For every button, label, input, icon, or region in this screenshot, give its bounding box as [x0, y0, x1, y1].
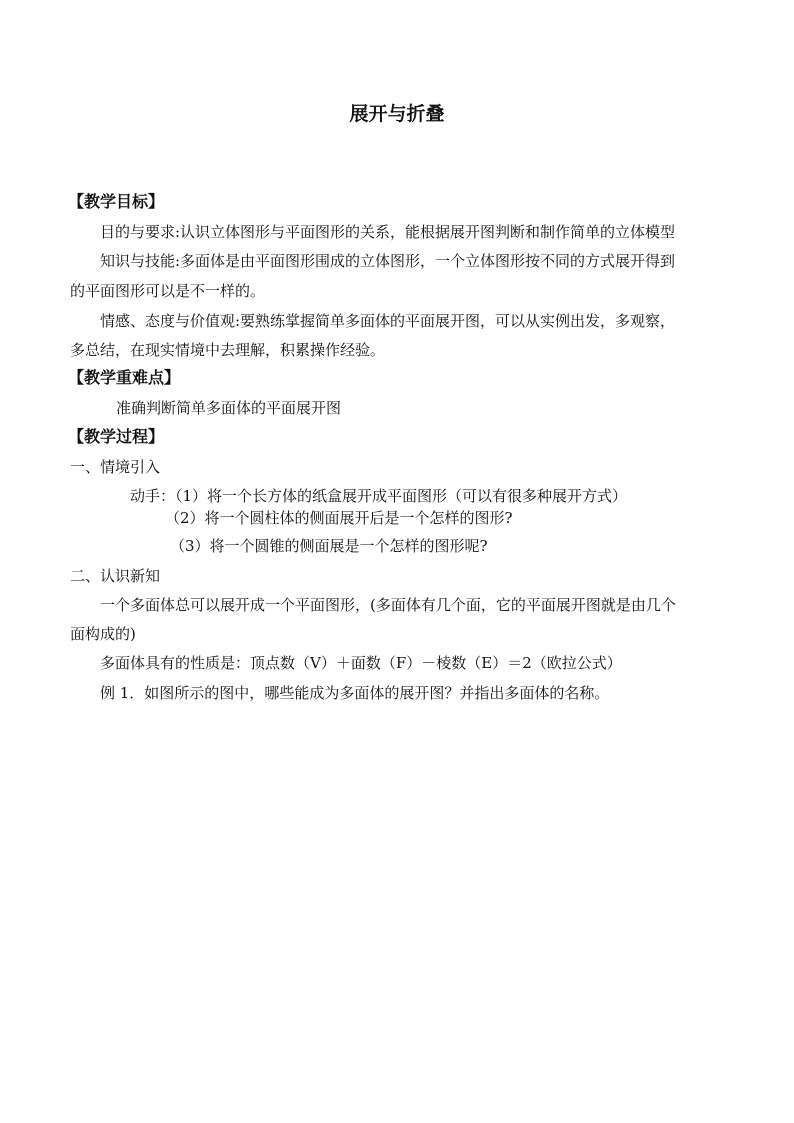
goal-emotion-text-1: 情感、态度与价值观:要熟练掌握简单多面体的平面展开图，可以从实例出发，多观察， — [100, 312, 676, 330]
goal-emotion-text-2: 多总结，在现实情境中去理解，积累操作经验。 — [70, 341, 386, 359]
part2-para1-line1: 一个多面体总可以展开成一个平面图形，(多面体有几个面，它的平面展开图就是由几个 — [100, 596, 676, 614]
part2-para1-line2: 面构成的) — [70, 625, 136, 643]
key-point-text: 准确判断简单多面体的平面展开图 — [116, 399, 342, 417]
section-heading-process: 【教学过程】 — [68, 427, 165, 446]
part1-item-1: 动手：（1）将一个长方体的纸盒展开成平面图形（可以有很多种展开方式） — [130, 487, 628, 505]
part2-heading: 二、认识新知 — [70, 567, 161, 585]
goal-knowledge-text-1: 知识与技能:多面体是由平面图形围成的立体图形，一个立体图形按不同的方式展开得到 — [100, 252, 676, 270]
part2-example-1: 例 1．如图所示的图中，哪些能成为多面体的展开图？并指出多面体的名称。 — [100, 684, 610, 702]
goal-purpose-text: 目的与要求:认识立体图形与平面图形的关系，能根据展开图判断和制作简单的立体模型 — [100, 223, 676, 241]
part1-item-2: （2）将一个圆柱体的侧面展开后是一个怎样的图形? — [165, 509, 513, 527]
goal-knowledge-text-2: 的平面图形可以是不一样的。 — [70, 282, 266, 300]
part2-euler-formula: 多面体具有的性质是：顶点数（V）＋面数（F）－棱数（E）＝2（欧拉公式） — [100, 654, 622, 672]
section-heading-key-points: 【教学重难点】 — [68, 368, 181, 387]
part1-item-3: （3）将一个圆锥的侧面展是一个怎样的图形呢? — [170, 537, 488, 555]
page-title: 展开与折叠 — [349, 103, 445, 125]
part1-heading: 一、情境引入 — [70, 458, 161, 476]
section-heading-goals: 【教学目标】 — [68, 192, 165, 211]
